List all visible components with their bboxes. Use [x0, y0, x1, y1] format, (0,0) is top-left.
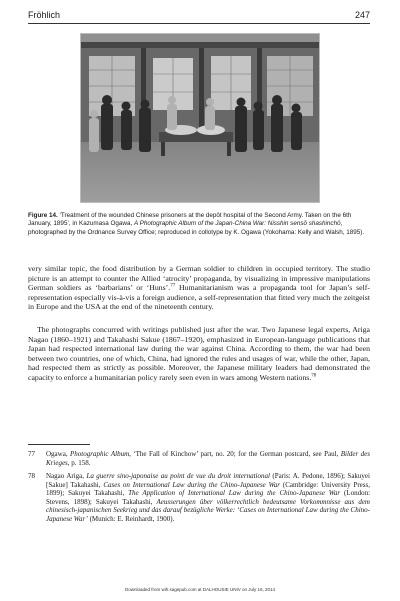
caption-album-title: A Photographic Album of the Japan-China War: Nisshin sensō shashinchō [133, 220, 341, 228]
running-header [28, 8, 370, 24]
paragraph-2-text: The photographs concurred with writings published just after the war. Two Japanese legal experts, Ariga Nagao (1860–1921) and Takahashi Sakue (1867–1920), emphasized in European-language publications that Japan had respected international law during the war against China. According to them, the war had been between two countries, one of which, China, had ignored the rules and usages of war, while the other, Japan, had respected them as strictly as possible. Moreover, the Japanese military leaders had demonstrated the capacity to enforce a humanitarian policy rarely seen even in wars among Western nations. [28, 325, 370, 382]
body-paragraph-1 [28, 264, 370, 324]
caption-text-a: ‘Treatment of the wounded Chinese prisoners at the depôt hospital of the Second Army. Taken on the 6th January, 1895’, in Kazumasa Ogawa, [28, 212, 352, 228]
footnote-body: Ogawa, Photographic Album, ‘The Fall of Kinchow’ part, no. 20; for the German postcard, see Paul, Bilder des Krieges, p. 158. [46, 450, 370, 467]
paragraph-1-tail: Humanitarianism was a propaganda tool for Japan’s self-representation especially vis-à-vis a foreign audience, a self-representation that fitted very much the zeitgeist in Europe and the USA at the end of the nineteenth century. [28, 283, 370, 311]
footnote-separator [28, 444, 90, 445]
running-head-author: Fröhlich [28, 10, 61, 20]
footnote-77 [28, 450, 370, 470]
page-number: 247 [354, 10, 370, 20]
footnote-number: 78 [28, 472, 35, 480]
paragraph-1-text: very similar topic, the food distribution by a German soldier to children in occupied territory. The studio picture is an attempt to counter the Allied ‘atrocity’ propaganda, by visualizing in impressive manipulations German soldiers as ‘barbarians’ or ‘Huns’. [28, 264, 370, 292]
footnote-ref-77[interactable]: 77 [170, 283, 176, 289]
footnote-number: 77 [28, 450, 35, 458]
caption-text-b: , photographed by the Ordnance Survey Office; reproduced in collotype by K. Ogawa (Yokohama: Kelly and Walsh, 1895). [28, 220, 365, 236]
body-paragraph-2 [28, 325, 370, 411]
figure-label: Figure 14. [28, 212, 58, 219]
header-rule [28, 23, 370, 24]
footnote-ref-78[interactable]: 78 [311, 372, 317, 378]
figure-photograph [80, 33, 320, 203]
footnote-body: Nagao Ariga, La guerre sino-japonaise au point de vue du droit international (Paris: A. Pedone, 1896); Sakuyei [Sakue] Takahashi, Cases on International Law during the Chino-Japanese War (Cambridge: University Press, 1899); Sakuyei Takahashi, The Application of International Law during the Chino-Japanese War (London: Stevens, 1898); Sakuyei Takahashi, Aeusserungen über völkerrechtlich bedeutsame Vorkommnisse aus dem chinesisch-japanischen Seekrieg und das darauf bezügliche Werke: ‘Cases on International Law during the Chino-Japanese War’ (Munich: E. Reinhardt, 1900). [46, 472, 370, 523]
footnote-78 [28, 472, 370, 550]
figure-caption [28, 212, 370, 255]
photo-illustration [81, 34, 319, 202]
download-footer: Downloaded from wih.sagepub.com at DALHOUSIE UNIV on July 16, 2014 [124, 587, 276, 592]
